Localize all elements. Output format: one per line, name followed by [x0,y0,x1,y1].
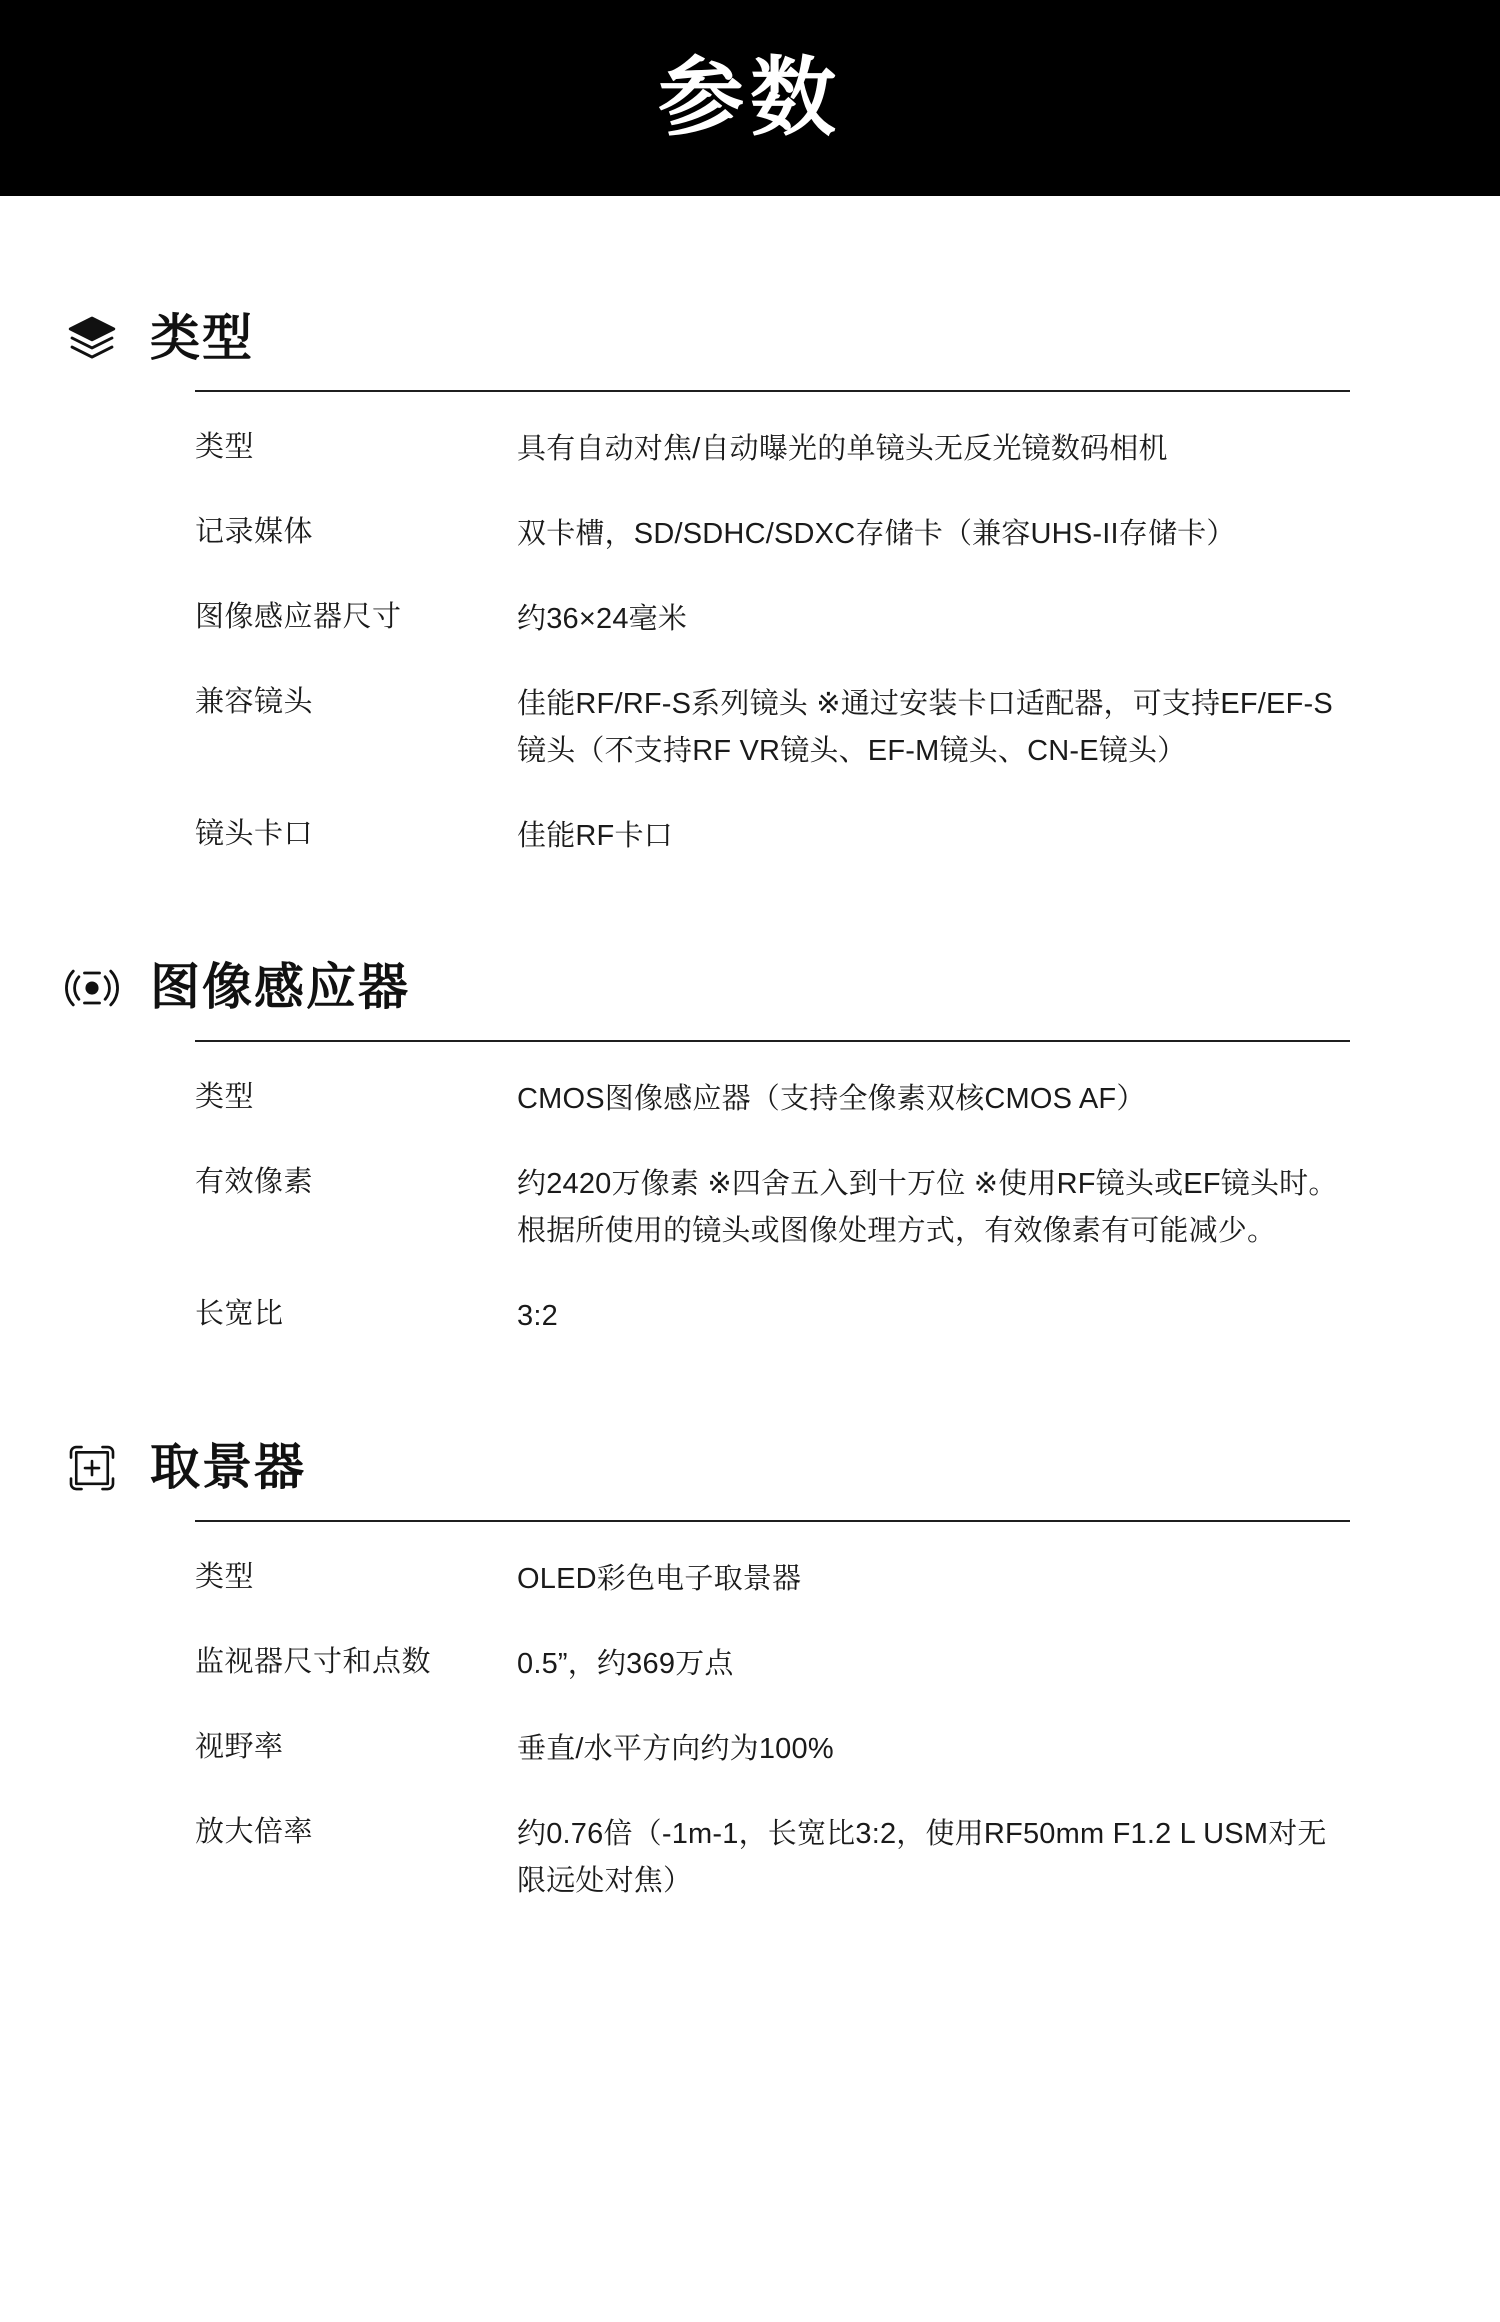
section-viewfinder [0,1436,1500,1905]
spec-label: 类型 [195,1080,255,1113]
table-row [195,426,1350,473]
spec-value: 垂直/水平方向约为100% [517,1732,834,1765]
spec-value: 约2420万像素 ※四舍五入到十万位 ※使用RF镜头或EF镜头时。根据所使用的镜头或图像处理方式，有效像素有可能减少。 [517,1167,1338,1247]
spec-table [195,426,1350,860]
table-row [195,1726,1350,1773]
spec-value: 约0.76倍（-1m-1，长宽比3:2，使用RF50mm F1.2 L USM对无限远处对焦） [517,1817,1327,1897]
spec-value: CMOS图像感应器（支持全像素双核CMOS AF） [517,1082,1146,1115]
spec-value: 双卡槽，SD/SDHC/SDXC存储卡（兼容UHS-II存储卡） [517,517,1236,550]
spec-value: OLED彩色电子取景器 [517,1562,802,1595]
section-title: 图像感应器 [150,959,410,1016]
table-row [195,681,1350,775]
section-title: 取景器 [150,1439,306,1496]
spec-label: 记录媒体 [195,515,314,548]
table-row [195,813,1350,860]
table-row [195,1556,1350,1603]
spec-label: 有效像素 [195,1165,314,1198]
spec-label: 放大倍率 [195,1815,314,1848]
table-row [195,1293,1350,1340]
spec-value: 0.5”，约369万点 [517,1647,734,1680]
section-header [40,1436,1350,1500]
spec-label: 类型 [195,1560,255,1593]
spec-value: 具有自动对焦/自动曝光的单镜头无反光镜数码相机 [517,433,1168,465]
spec-label: 镜头卡口 [195,817,314,850]
section-image-sensor [0,956,1500,1340]
image-sensor-icon [60,956,124,1020]
spec-label: 图像感应器尺寸 [195,600,402,633]
spec-value: 3:2 [517,1299,558,1332]
section-header [40,956,1350,1020]
spec-label: 监视器尺寸和点数 [195,1645,432,1678]
section-divider [195,1520,1350,1522]
page-header [0,0,1500,196]
table-row [195,1641,1350,1688]
table-row [195,596,1350,643]
table-row [195,1161,1350,1255]
spec-table [195,1076,1350,1340]
spec-table [195,1556,1350,1905]
spec-value: 佳能RF卡口 [517,819,673,852]
spec-value: 佳能RF/RF-S系列镜头 ※通过安装卡口适配器，可支持EF/EF-S镜头（不支持RF VR镜头、EF-M镜头、CN-E镜头） [517,687,1333,767]
page-title: 参数 [658,50,842,146]
viewfinder-icon [60,1436,124,1500]
spec-sections [0,306,1500,1965]
spec-value: 约36×24毫米 [517,602,688,635]
spec-label: 类型 [195,431,255,463]
table-row [195,1811,1350,1905]
section-divider [195,1040,1350,1042]
section-title: 类型 [150,309,254,366]
section-type [0,306,1500,860]
section-header [40,306,1350,370]
table-row [195,1076,1350,1123]
section-divider [195,390,1350,392]
table-row [195,511,1350,558]
layers-icon [60,306,124,370]
spec-label: 长宽比 [195,1297,284,1330]
spec-label: 视野率 [195,1730,284,1763]
spec-label: 兼容镜头 [195,685,314,718]
